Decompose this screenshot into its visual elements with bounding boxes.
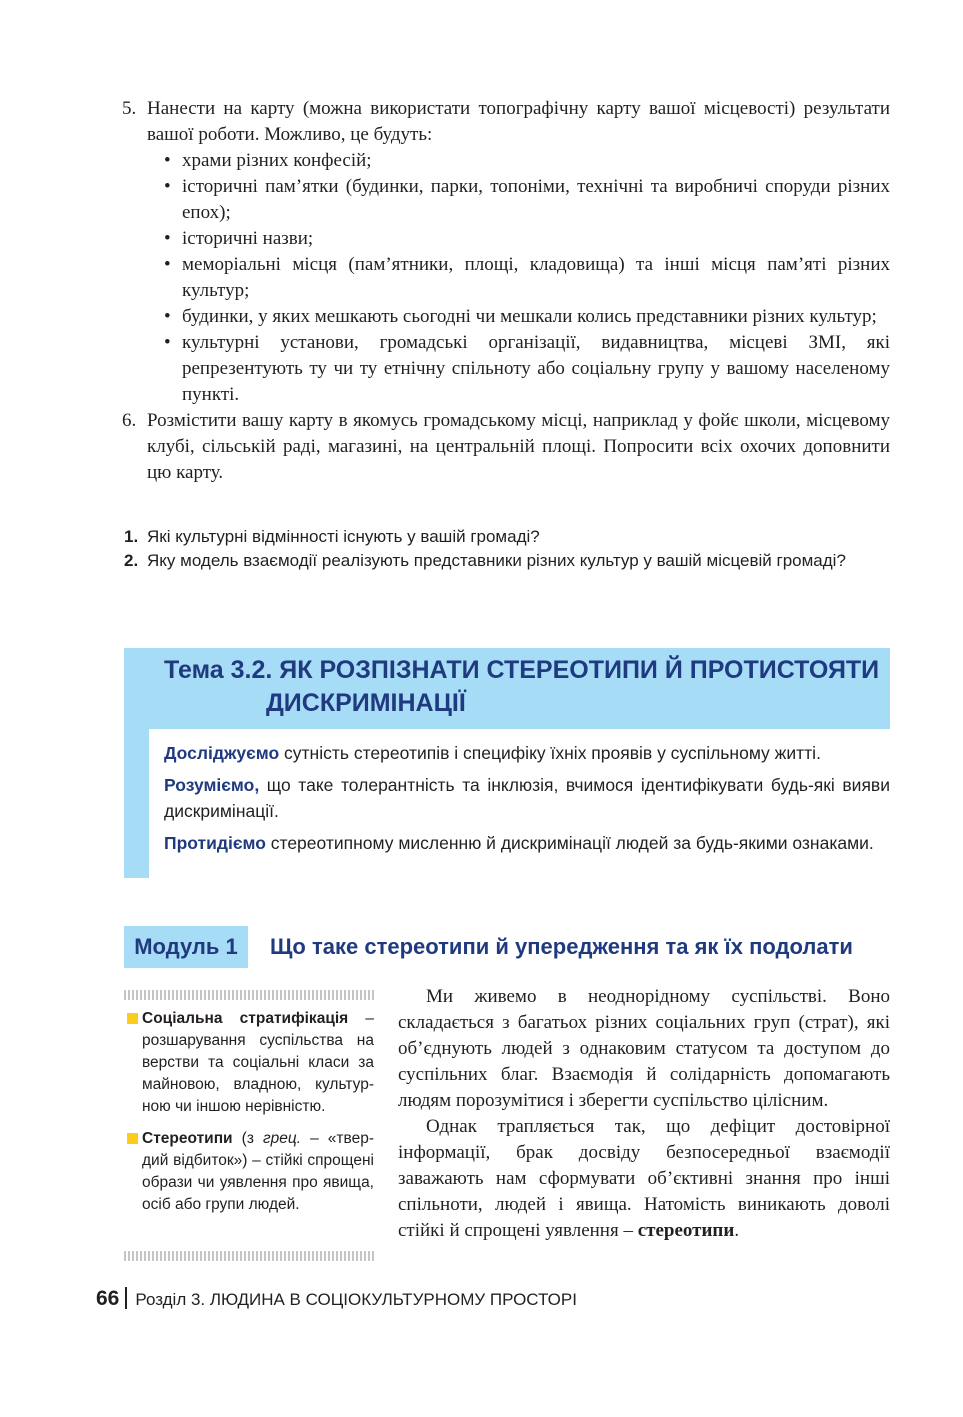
list-item: • історичні назви;: [147, 226, 890, 252]
square-bullet-icon: [127, 1133, 138, 1144]
topic-title: [164, 654, 884, 720]
module-title: Що таке стереотипи й упередження та як їх подолати: [270, 934, 853, 959]
glossary: [124, 1008, 374, 1226]
glossary-term: [124, 1128, 374, 1216]
step-6: [122, 408, 890, 486]
glossary-term: [124, 1008, 374, 1118]
term-definition: – «твердий відбиток») – стійкі спрощені образи чи уявлення про явища, осіб або групи людей.: [142, 1130, 374, 1213]
step-text: Розмістити вашу карту в якомусь громадському місці, наприклад у фойє школи, місцевому клубі, сільській раді, магазині, на центральній площі. Попросити всіх охочих доповнити цю карту.: [147, 410, 890, 483]
goal-verb: Розуміємо,: [164, 775, 260, 795]
goal-verb: Досліджуємо: [164, 743, 280, 763]
goal-item: [164, 772, 890, 824]
step-number: 5.: [122, 98, 137, 119]
glossary-top-divider: [124, 990, 376, 1000]
goal-text: сутність стереотипів і специфіку їхніх проявів у суспільному житті.: [279, 743, 821, 763]
step-number: 6.: [122, 410, 137, 431]
topic-title-line1: ЯК РОЗПІЗНАТИ СТЕРЕОТИПИ Й ПРОТИСТОЯТИ: [279, 656, 880, 684]
topic-goals: [164, 740, 890, 862]
questions-list: [122, 525, 890, 573]
section-title: Розділ 3. ЛЮДИНА В СОЦІОКУЛЬТУРНОМУ ПРОСТОРІ: [135, 1290, 577, 1309]
list-item: • будинки, у яких мешкають сьогодні чи мешкали колись представники різних культур;: [147, 304, 890, 330]
goal-item: [164, 830, 890, 856]
bullet-list: [147, 148, 890, 408]
term-pre-note: (з: [232, 1130, 263, 1147]
task-steps: [122, 96, 890, 486]
question-number: 1.: [124, 527, 139, 546]
question-item: [122, 549, 890, 573]
step-5: [122, 96, 890, 408]
goal-item: [164, 740, 890, 766]
topic-side-bar: [124, 729, 149, 878]
list-item: • культурні установи, громадські організації, видавництва, місцеві ЗМІ, які репрезентують ту чи ту етнічну спільноту або соціальну групу у вашому населеному пункті.: [147, 330, 890, 408]
goal-text: що таке толерантність та інклюзія, вчимося ідентифікувати будь-які вияви дискримінації.: [164, 775, 890, 821]
module-badge: Модуль 1: [124, 926, 248, 968]
paragraph-end: .: [734, 1220, 740, 1241]
term-note: грец.: [262, 1130, 302, 1147]
list-item: • меморіальні місця (пам’ятники, площі, кладовища) та інші місця пам’яті різних культур;: [147, 252, 890, 304]
footer-separator: [125, 1287, 127, 1309]
main-text: [398, 984, 890, 1244]
list-item: • історичні пам’ятки (будинки, парки, топоніми, технічні та виробничі споруди різних епох);: [147, 174, 890, 226]
question-text: Які культурні відмінності існують у вашій громаді?: [147, 527, 540, 546]
step-text: Нанести на карту (можна використати топографічну карту вашої місцевості) результати вашої роботи. Можливо, це будуть:: [147, 98, 890, 145]
glossary-bottom-divider: [124, 1251, 376, 1261]
square-bullet-icon: [127, 1013, 138, 1024]
paragraph: [398, 1114, 890, 1244]
question-item: [122, 525, 890, 549]
list-item: • храми різних конфесій;: [147, 148, 890, 174]
page-footer: [96, 1285, 577, 1313]
term-name: Стереотипи: [142, 1130, 233, 1147]
paragraph-text: Однак трапляється так, що дефіцит достовірної інформації, брак досвіду безпосередньої взаємодії заважають нам сформувати об’єктивні знання про інші спільноти, людей і явища. Натомість виникають доволі стійкі й спрощені уявлення –: [398, 1116, 890, 1241]
paragraph: Ми живемо в неоднорідному суспільстві. Воно складається з багатьох різних соціальних груп (страт), які об’єднують людей з однаковим статусом та доступом до суспільних благ. Взаємодія й солідарність допомагають людям порозумітися і зберегти суспільство цілісним.: [398, 986, 890, 1111]
question-number: 2.: [124, 551, 139, 570]
goal-verb: Протидіємо: [164, 833, 266, 853]
question-text: Яку модель взаємодії реалізують представники різних культур у вашій місцевій громаді?: [147, 551, 846, 570]
term-definition: – розшарування суспільства на верстви та соціальні класи за майновою, владною, культурною чи іншою нерівністю.: [142, 1010, 374, 1115]
page-number: 66: [96, 1287, 120, 1310]
topic-prefix: Тема 3.2.: [164, 656, 273, 684]
goal-text: стереотипному мисленню й дискримінації людей за будь-якими ознаками.: [265, 833, 874, 853]
key-term: стереотипи: [637, 1220, 735, 1241]
term-name: Соціальна стратифікація: [142, 1010, 349, 1027]
topic-title-line2: ДИСКРИМІНАЦІЇ: [266, 689, 466, 717]
